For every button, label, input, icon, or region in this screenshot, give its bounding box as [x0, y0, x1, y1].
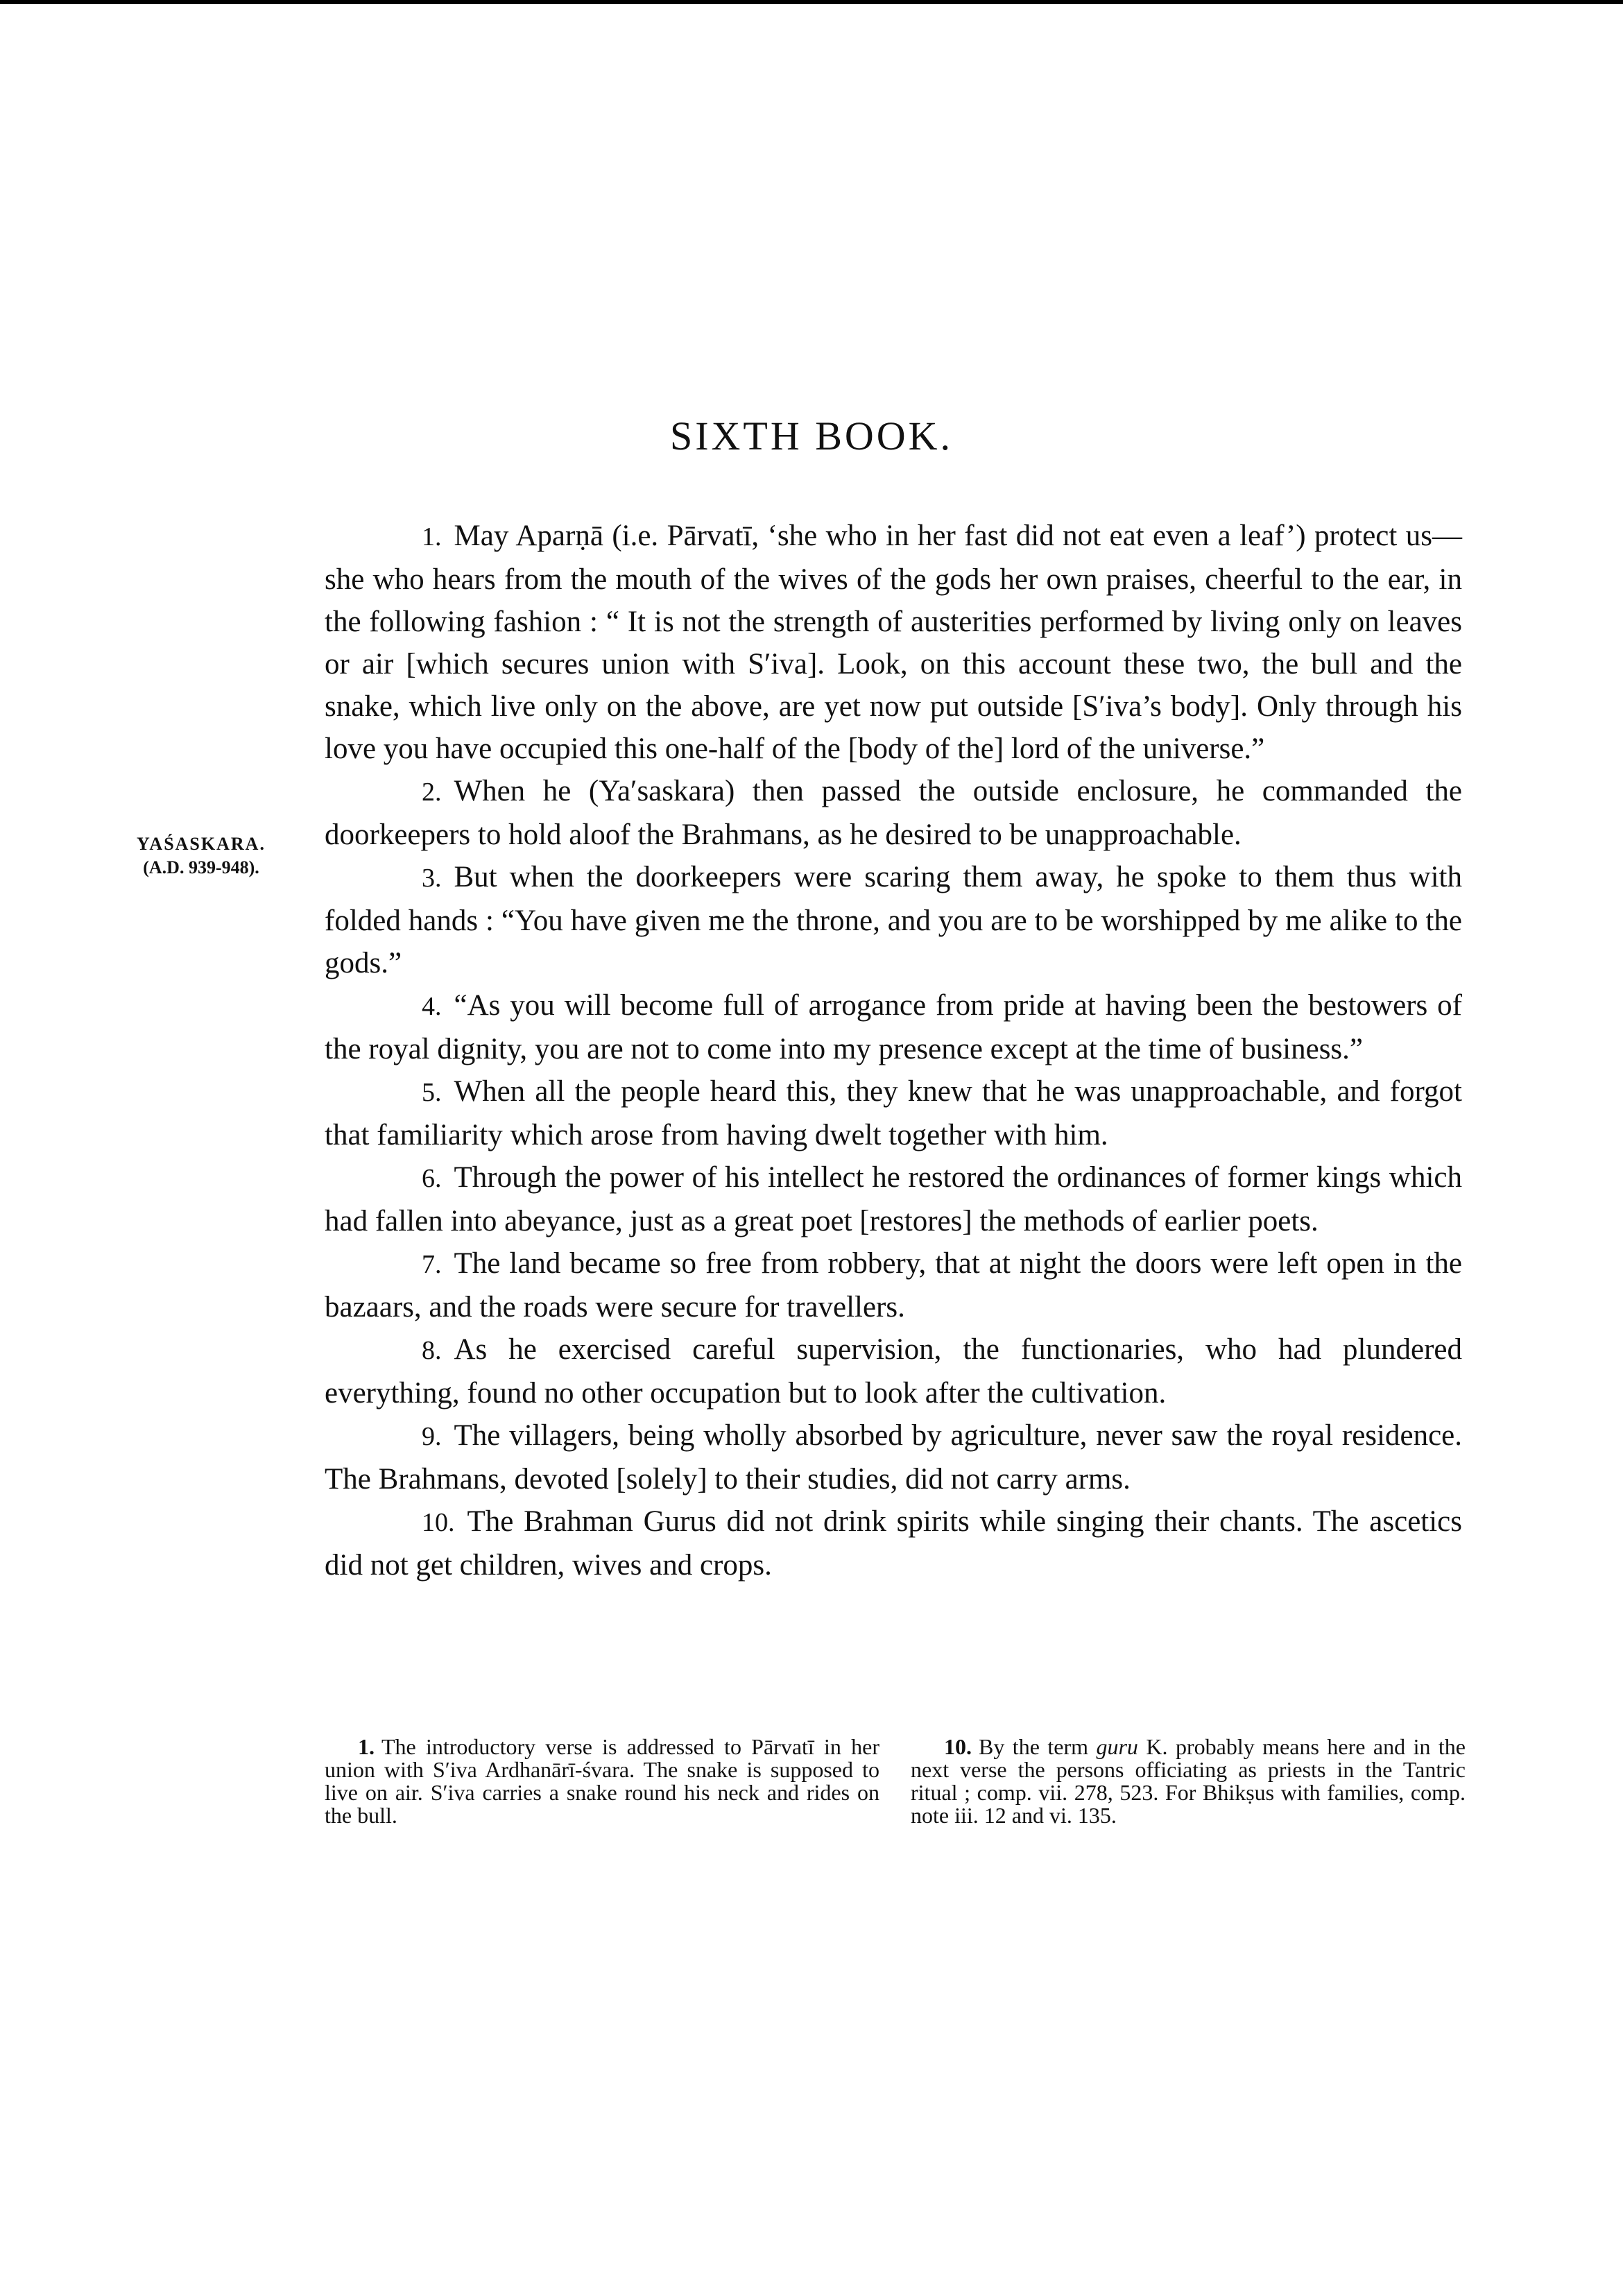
verse-text: But when the doorkeepers were scaring them away, he spoke to them thus with folded hands : “You have given me the throne, and you are to be worshipped by me alike to the gods.” [325, 861, 1462, 979]
verse-text: When he (Ya′saskara) then passed the outside enclosure, he commanded the doorkeepers to hold aloof the Brahmans, as he desired to be unapproachable. [325, 775, 1462, 851]
verse-number: 3. [422, 864, 442, 893]
verse [325, 1156, 1462, 1242]
footnote-term: guru [1096, 1734, 1138, 1759]
footnote-number: 10. [944, 1734, 972, 1759]
margin-note-name: YAŚASKARA. [137, 834, 266, 854]
footnote [911, 1736, 1466, 1827]
footnote [325, 1736, 879, 1827]
verse-text: Through the power of his intellect he restored the ordinances of former kings which had fallen into abeyance, just as a great poet [restores] the methods of earlier poets. [325, 1161, 1462, 1237]
verse-number: 5. [422, 1078, 442, 1107]
verse-text: May Aparṇā (i.e. Pārvatī, ‘she who in her fast did not eat even a leaf’) protect us—she who hears from the mouth of the wives of the gods her own praises, cheerful to the ear, in the following fashion : “ It is not the strength of austerities performed by living only on leaves or air [which secures union with S′iva]. Look, on this account these two, the bull and the snake, which live only on the above, are yet now put outside [S′iva’s body]. Only through his love you have occupied this one-half of the [body of the] lord of the universe.” [325, 520, 1462, 765]
verse [325, 1414, 1462, 1500]
main-text [325, 515, 1462, 1586]
verse [325, 984, 1462, 1070]
verse-text: The Brahman Gurus did not drink spirits while singing their chants. The ascetics did not get children, wives and crops. [325, 1505, 1462, 1582]
verse-number: 6. [422, 1164, 442, 1193]
verse-number: 1. [422, 522, 442, 551]
footnote-text-pre: By the term [979, 1734, 1097, 1759]
verse-number: 2. [422, 778, 442, 807]
verse-text: “As you will become full of arrogance from pride at having been the bestowers of the royal dignity, you are not to come into my presence except at the time of business.” [325, 989, 1462, 1065]
verse [325, 1070, 1462, 1156]
verse-text: When all the people heard this, they knew that he was unapproachable, and forgot that familiarity which arose from having dwelt together with him. [325, 1075, 1462, 1151]
verse [325, 856, 1462, 984]
verse [325, 1328, 1462, 1414]
verse [325, 1500, 1462, 1586]
footnote-text-post: K. probably means here and in the next verse the persons officiating as priests in the Tantric ritual ; comp. vii. 278, 523. For Bhikṣus with families, comp. note iii. 12 and vi. 135. [911, 1734, 1466, 1828]
verse [325, 770, 1462, 856]
margin-note-dates: (A.D. 939-948). [143, 857, 259, 877]
footnote-text: The introductory verse is addressed to Pārvatī in her union with S′iva Ardhanārī-śvara. The snake is supposed to live on air. S′iva carries a snake round his neck and rides on the bull. [325, 1734, 879, 1828]
page-title: SIXTH BOOK. [669, 413, 954, 459]
verse-number: 7. [422, 1250, 442, 1279]
footnotes [325, 1736, 1466, 1827]
verse-number: 10. [422, 1508, 455, 1537]
verse-number: 8. [422, 1336, 442, 1365]
verse-text: As he exercised careful supervision, the functionaries, who had plundered everything, found no other occupation but to look after the cultivation. [325, 1333, 1462, 1410]
margin-note [97, 832, 305, 880]
verse-text: The land became so free from robbery, that at night the doors were left open in the bazaars, and the roads were secure for travellers. [325, 1247, 1462, 1323]
verse [325, 1242, 1462, 1328]
verse-text: The villagers, being wholly absorbed by agriculture, never saw the royal residence. The Brahmans, devoted [solely] to their studies, did not carry arms. [325, 1419, 1462, 1496]
footnote-number: 1. [358, 1734, 375, 1759]
verse-number: 4. [422, 992, 442, 1021]
verse-number: 9. [422, 1422, 442, 1451]
top-border-rule [0, 0, 1623, 4]
verse [325, 515, 1462, 770]
